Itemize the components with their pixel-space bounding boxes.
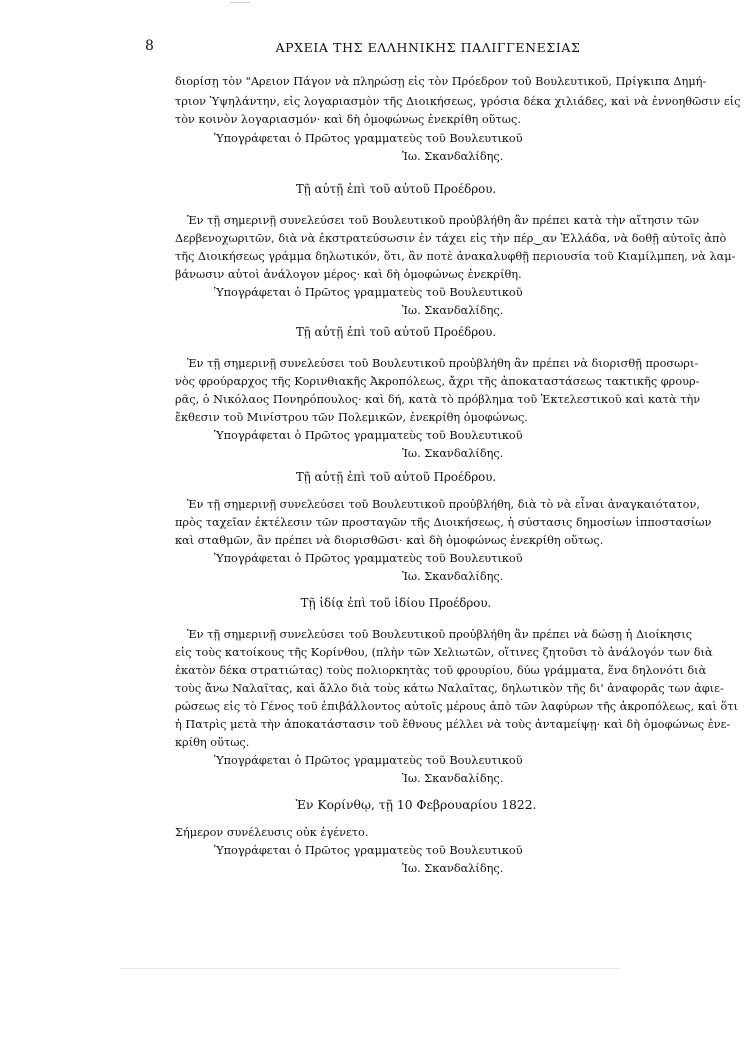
- section-line: βάνωσιν αὐτοὶ ἀνάλογον μέρος· καὶ δὴ ὁμοφώνως ἐνεκρίθη.: [175, 268, 522, 281]
- signature-name: Ἰω. Σκανδαλίδης.: [402, 772, 504, 785]
- section-line: νὸς φρούραρχος τῆς Κορινθιακῆς Ἀκροπόλεως, ἄχρι τῆς ἀποκαταστάσεως τακτικῆς φρουρ-: [175, 375, 700, 388]
- date-line: Ἐν Κορίνθῳ, τῇ 10 Φεβρουαρίου 1822.: [295, 798, 537, 812]
- section-line: Ἐν τῇ σημερινῇ συνελεύσει τοῦ Βουλευτικοῦ προὐβλήθη ἂν πρέπει νὰ δώσῃ ἡ Διοίκησις: [187, 628, 693, 641]
- signature-line: Ὑπογράφεται ὁ Πρῶτος γραμματεὺς τοῦ Βουλευτικοῦ: [214, 552, 523, 565]
- page-number: 8: [145, 38, 154, 54]
- section-heading: Τῇ αὐτῇ ἐπὶ τοῦ αὐτοῦ Προέδρου.: [295, 470, 497, 484]
- section-heading: Τῇ αὐτῇ ἐπὶ τοῦ αὐτοῦ Προέδρου.: [295, 182, 497, 196]
- signature-name: Ἰω. Σκανδαλίδης.: [402, 862, 504, 875]
- signature-line: Ὑπογράφεται ὁ Πρῶτος γραμματεὺς τοῦ Βουλευτικοῦ: [214, 754, 523, 767]
- intro-line-2: τριον Ὑψηλάντην, εἰς λογαριασμὸν τῆς Διοικήσεως, γρόσια δέκα χιλιάδες, καὶ νὰ ἐννοηθῶσιν εἰς: [175, 95, 741, 108]
- signature-name: Ἰω. Σκανδαλίδης.: [402, 304, 504, 317]
- session-note: Σήμερον συνέλευσις οὐκ ἐγένετο.: [175, 826, 369, 839]
- signature-name: Ἰω. Σκανδαλίδης.: [402, 570, 504, 583]
- section-line: κρίθη οὕτως.: [175, 736, 250, 749]
- signature-name: Ἰω. Σκανδαλίδης.: [402, 150, 504, 163]
- scan-speck: [120, 968, 620, 969]
- section-line: ρώσεως εἰς τὸ Γένος τοῦ ἐπιβάλλοντος αὐτοῖς μέρους ἀπὸ τῶν λαφύρων τῆς ἀκροπόλεως, καὶ ὅτι: [175, 700, 738, 713]
- signature-line: Ὑπογράφεται ὁ Πρῶτος γραμματεὺς τοῦ Βουλευτικοῦ: [214, 844, 523, 857]
- running-title: ΑΡΧΕΙΑ ΤΗΣ ΕΛΛΗΝΙΚΗΣ ΠΑΛΙΓΓΕΝΕΣΙΑΣ: [275, 40, 581, 55]
- signature-name: Ἰω. Σκανδαλίδης.: [402, 447, 504, 460]
- section-line: ἡ Πατρὶς μετὰ τὴν ἀποκατάστασιν τοῦ ἔθνους μέλλει νὰ τοὺς ἀνταμείψῃ· καὶ δὴ ὁμοφώνως ἐνε-: [175, 718, 731, 731]
- section-line: Ἐν τῇ σημερινῇ συνελεύσει τοῦ Βουλευτικοῦ προὐβλήθη ἂν πρέπει κατὰ τὴν αἴτησιν τῶν: [187, 214, 700, 227]
- section-heading: Τῇ ἰδίᾳ ἐπὶ τοῦ ἰδίου Προέδρου.: [300, 596, 492, 610]
- section-heading: Τῇ αὐτῇ ἐπὶ τοῦ αὐτοῦ Προέδρου.: [295, 325, 497, 339]
- section-line: Δερβενοχωριτῶν, διὰ νὰ ἐκστρατεύσωσιν ἐν τάχει εἰς τὴν πέρ‿αν Ἑλλάδα, νὰ δοθῇ αὐτοῖς ἀπὸ: [175, 232, 727, 245]
- section-line: τοὺς ἄνω Ναλαῖτας, καὶ ἄλλο διὰ τοὺς κάτω Ναλαῖτας, δηλωτικὸν τῆς δι' ἀναφορᾶς των ἀφιε-: [175, 682, 724, 695]
- section-line: ρᾶς, ὁ Νικόλαος Πονηρόπουλος· καὶ δή, κατὰ τὸ πρόβλημα τοῦ Ἐκτελεστικοῦ καὶ κατὰ τὴν: [175, 393, 701, 406]
- section-line: καὶ σταθμῶν, ἂν πρέπει νὰ διορισθῶσι· καὶ δὴ ὁμοφώνως ἐνεκρίθη οὕτως.: [175, 534, 604, 547]
- section-line: ἔκθεσιν τοῦ Μινίστρου τῶν Πολεμικῶν, ἐνεκρίθη ὁμοφώνως.: [175, 411, 528, 424]
- section-line: πρὸς ταχεῖαν ἐκτέλεσιν τῶν προσταγῶν τῆς Διοικήσεως, ἡ σύστασις δημοσίων ἱπποστασίων: [175, 516, 712, 529]
- intro-line-3: τὸν κοινὸν λογαριασμόν· καὶ δὴ ὁμοφώνως ἐνεκρίθη οὕτως.: [175, 113, 521, 126]
- section-line: ἑκατὸν δέκα στρατιώτας) τοὺς πολιορκητὰς τοῦ φρουρίου, δύω γράμματα, ἕνα δηλονότι διὰ: [175, 664, 707, 677]
- section-line: Ἐν τῇ σημερινῇ συνελεύσει τοῦ Βουλευτικοῦ προὐβλήθη, διὰ τὸ νὰ εἶναι ἀναγκαιότατον,: [187, 498, 700, 511]
- signature-line: Ὑπογράφεται ὁ Πρῶτος γραμματεὺς τοῦ Βουλευτικοῦ: [214, 132, 523, 145]
- signature-line: Ὑπογράφεται ὁ Πρῶτος γραμματεὺς τοῦ Βουλευτικοῦ: [214, 429, 523, 442]
- section-line: Ἐν τῇ σημερινῇ συνελεύσει τοῦ Βουλευτικοῦ προὐβλήθη ἂν πρέπει νὰ διορισθῇ προσωρι-: [187, 357, 699, 370]
- signature-line: Ὑπογράφεται ὁ Πρῶτος γραμματεὺς τοῦ Βουλευτικοῦ: [214, 286, 523, 299]
- intro-line-1: διορίσῃ τὸν "Αρειον Πάγον νὰ πληρώσῃ εἰς τὸν Πρόεδρον τοῦ Βουλευτικοῦ, Πρίγκιπα Δημή-: [175, 75, 707, 88]
- section-line: εἰς τοὺς κατοίκους τῆς Κορίνθου, (πλὴν τῶν Χελιωτῶν, οἵτινες ζητοῦσι τὸ ἀνάλογόν των διὰ: [175, 646, 713, 659]
- section-line: τῆς Διοικήσεως γράμμα δηλωτικόν, ὅτι, ἂν ποτὲ ἀνακαλυφθῇ περιουσία τοῦ Κιαμίλμπεη, νὰ λαμ-: [175, 250, 736, 263]
- scan-speck: [230, 2, 250, 3]
